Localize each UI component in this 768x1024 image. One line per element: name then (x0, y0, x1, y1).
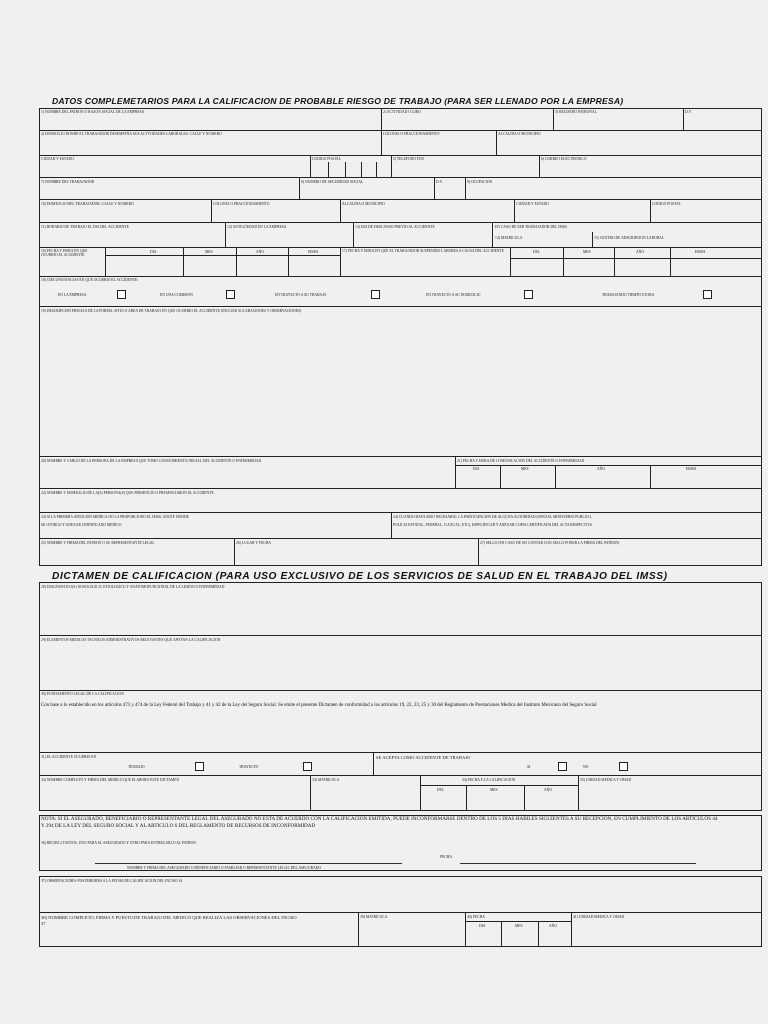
description-area[interactable] (40, 316, 761, 455)
field-label-medical-certificate: SE OTORGO Y ANEXAR CERTIFICADO MEDICO (41, 523, 122, 527)
field-label-doctor-matricula: 33) MATRICULA (312, 778, 340, 782)
field-label-observer-matricula: 39) MATRICULA (360, 915, 388, 919)
col-year-2: AÑO (636, 250, 644, 254)
field-label-nss: 8) NUMERO DE SEGURIDAD SOCIAL (301, 180, 364, 184)
section-heading-company: DATOS COMPLEMETARIOS PARA LA CALIFICACION DE PROBABLE RIESGO DE TRABAJO (PARA SER LLENADO POR LA EMPRESA) (52, 96, 624, 106)
col-month-4: MES (490, 788, 498, 792)
col-day: DIA (150, 250, 157, 254)
col-day-5: DIA (479, 924, 486, 928)
checkbox-commute[interactable] (303, 762, 312, 771)
checkbox-yes[interactable] (558, 762, 567, 771)
field-label-employer-signature: 25) NOMBRE Y FIRMA DEL PATRON O SU REPRESENTANTE LEGAL (41, 541, 155, 545)
checkbox-route-to-work[interactable] (371, 290, 380, 299)
field-label-work-center: 15) CENTRO DE ADSCRIPCION LABORAL (594, 236, 665, 240)
field-label-dv: D.V. (685, 110, 692, 114)
field-label-seniority: 12) ANTIGÜEDAD EN LA EMPRESA (227, 225, 287, 229)
option-label-work: TRABAJO (128, 765, 145, 769)
field-label-observer-date: 40) FECHA (467, 915, 485, 919)
field-label-receipt-date: FECHA (440, 855, 453, 859)
imss-dictamen-section (39, 582, 762, 811)
field-label-medical-elements: 29) ELEMENTOS MEDICOS TECNICOS ADMINISTRATIVOS RELEVANTES QUE APOYAN LA CALIFICACION (41, 638, 221, 642)
col-hour: HORA (308, 250, 319, 254)
field-label-work-address: 4) DOMICILIO DONDE EL TRABAJADOR DESEMPEÑA SUS ACTIVIDADES LABORALES: CALLE Y NUMERO (41, 132, 222, 136)
field-label-diagnosis: 28) DIAGNOSTICO(S) NOSOLOGICO, ETIOLOGICO Y ANATOMOFUNCIONAL DE LA LESION O ENFERMEDAD (41, 585, 225, 589)
field-label-worker-postal: CODIGO POSTAL (652, 202, 681, 206)
col-year-3: AÑO (597, 467, 605, 471)
field-label-observer-ref: 37 (41, 921, 46, 926)
checkbox-no[interactable] (619, 762, 628, 771)
field-label-imss-worker: EN CASO DE SER TRABAJADOR DEL IMSS (495, 225, 567, 229)
col-month: MES (205, 250, 213, 254)
checkbox-overtime[interactable] (703, 290, 712, 299)
circumstance-label-commission: EN UNA COMISION (160, 293, 193, 297)
field-label-worker-colonia: COLONIA O FRACCIONAMIENTO (213, 202, 270, 206)
col-hour-3: HORA (686, 467, 697, 471)
col-day-2: DIA (533, 250, 540, 254)
field-label-first-attention: 23) SI LA PRIMERA ATENCION MEDICA NO LA PROPORCIONO EL IMSS, ANOTE DONDE (41, 515, 189, 519)
field-label-received-copies: 36) RECIBI 2 TANTOS, UNO PARA EL ASEGURADO Y OTRO PARA ENTREGARLO AL PATRON (41, 841, 196, 845)
legal-basis-text: Con base a lo establecido en los artículos 473 y 474 de la Ley Federal del Trabajo y 41 y 42 de la Ley del Seguro Social. Se emite el presente Dictamen de conformidad a los artículos 19, 22, 23, 25 y 30 del Reglamento de Prestaciones Medica del Instituto Mexicano del Seguro Social (41, 703, 597, 708)
field-label-colonia: COLONIA O FRACCIONAMIENTO (383, 132, 440, 136)
field-label-city-state: CIUDAD Y ESTADO (41, 157, 74, 161)
checkbox-route-to-home[interactable] (524, 290, 533, 299)
checkbox-work[interactable] (195, 762, 204, 771)
field-label-doctor-name: 32) NOMBRE COMPLETO Y FIRMA DEL MEDICO QUE ELABORO ESTE DICTAMEN (41, 778, 180, 782)
col-day-4: DIA (437, 788, 444, 792)
field-label-stamp: 27) SELLO (EN CASO DE NO CONTAR CON SELLO PONER LA FIRMA DEL PATRON) (480, 541, 620, 545)
appeal-note: NOTA: SI EL ASEGURADO, BENEFICIARIO O REPRESENTANTE LEGAL DEL ASEGURADO NO ESTA DE ACUERDO CON LA CALIFICACION EMITIDA, PUEDE INCONFORMARSE DENTRO DE LOS 5 DIAS HABILES SIGUIENTES A SU RECEPCION, EN CUMPLIMIENTO DE LOS ARTICULOS 44 Y 294 DE LA LEY DEL SEGURO SOCIAL Y AL ARTICULO 6 DEL REGLAMENTO DE RECURSOS DE INCONFORMIDAD (41, 816, 718, 829)
field-label-insured-signature: NOMBRE Y FIRMA DEL ASEGURADO O BENEFICIARIO O FAMILIAR O REPRESENTANTE LEGAL DEL ASEGURADO (127, 866, 322, 870)
field-label-accident-datetime: 16) FECHA Y HORA EN QUE OCURRIO EL ACCIDENTE (41, 249, 88, 257)
circumstance-label-overtime: TRABAJANDO TIEMPO EXTRA (602, 293, 655, 297)
field-label-place-date: 26) LUGAR Y FECHA (236, 541, 271, 545)
field-label-suspension-datetime: 17) FECHA Y HORA EN QUE EL TRABAJADOR SUSPENDIO LABORES A CAUSA DEL ACCIDENTE (342, 249, 504, 253)
checkbox-commission[interactable] (226, 290, 235, 299)
section-heading-imss: DICTAMEN DE CALIFICACION (PARA USO EXCLUSIVO DE LOS SERVICIOS DE SALUD EN EL TRABAJO DEL IMSS) (52, 571, 668, 582)
field-label-occurred-in: 31) EL ACCIDENTE OCURRIO EN (41, 755, 97, 759)
field-label-worker-address: 10) DOMICILIO DEL TRABAJADOR: CALLE Y NUMERO (41, 202, 134, 206)
option-label-yes: SI (527, 765, 531, 769)
field-label-employer-registry: 3) REGISTRO PATRONAL (555, 110, 597, 114)
col-year: AÑO (256, 250, 264, 254)
field-label-authority: 24) CUANDO HAYA SIDO NECESARIO, LA PARTICIPACION DE ALGUNA AUTORIDAD (OFICIAL MINISTERIO PUBLICO, (393, 515, 592, 519)
field-label-witnesses: 22) NOMBRE Y DOMICILIO DE LA(S) PERSONA(S) QUE PRESENCIO O PRESENCIARON EL ACCIDENTE (41, 491, 214, 495)
field-label-accepted: SE ACEPTA COMO ACCIDENTE DE TRABAJO (376, 755, 471, 760)
field-label-qualification-date: 34) FECHA E LA CALIFICACION (462, 778, 516, 782)
circumstance-label-company: EN LA EMPRESA (58, 293, 87, 297)
signature-line-insured[interactable] (95, 863, 402, 864)
field-label-work-schedule: 11) HORARIO DE TRABAJO EL DIA DEL ACCIDENTE (41, 225, 129, 229)
option-label-commute: TRAYECTO (239, 765, 259, 769)
field-label-postal-code: CODIGO POSTAL (312, 157, 341, 161)
field-label-observations: 37) OBSERVACIONES POSTERIORES A LA FECHA DE CALIFICACION DEL INCISO 34 (41, 879, 183, 883)
field-label-dv-worker: D.V. (436, 180, 443, 184)
field-label-email: 6) CORREO ELECTRONICO (541, 157, 587, 161)
field-label-activity: 2) ACTIVIDAD O GIRO (383, 110, 421, 114)
col-year-5: AÑO (549, 924, 557, 928)
col-month-3: MES (521, 467, 529, 471)
field-label-worker-name: 7) NOMBRE DEL TRABAJADOR (41, 180, 94, 184)
checkbox-in-company[interactable] (117, 290, 126, 299)
option-label-no: NO (583, 765, 589, 769)
field-label-matricula: 14) MATRICULA (495, 236, 523, 240)
field-label-communication-datetime: 21) FECHA Y HORA DE COMUNICACION DEL ACCIDENTE O ENFERMEDAD (457, 459, 585, 463)
col-month-5: MES (515, 924, 523, 928)
field-label-worker-municipio: ALCALDIA O MUNICIPIO (342, 202, 385, 206)
field-label-informed-person: 20) NOMBRE Y CARGO DE LA PERSONA DE LA EMPRESA QUE TOMO CONOCIMIENTO INICIAL DEL ACCIDENTE O ENFERMEDAD (41, 459, 262, 463)
field-label-rest-day: 13) DIA DE DESCANSO PREVIO AL ACCIDENTE (355, 225, 435, 229)
col-day-3: DIA (473, 467, 480, 471)
field-label-description: 19) DESCRIPCION PRECISA DE LA FORMA, SITIO O AREA DE TRABAJO EN QUE OCURRIO EL ACCIDENTE (INCLUIR ACLARACIONES Y OBSERVACIONES) (41, 309, 302, 313)
field-label-medical-unit: 35) UNIDAD MEDICA Y OMAD (580, 778, 632, 782)
col-hour-2: HORA (695, 250, 706, 254)
circumstance-label-to-home: EN TRAYECTO A SU DOMICILIO (426, 293, 481, 297)
field-label-authority-detail: POLICIA ESTATAL, FEDERAL, O AXCAL, ETC), ESPECIFICAR Y ANEXAR COPIA CERTIFICADA DEL ACTA RESPECTIVA (393, 523, 593, 527)
field-label-legal-basis: 30) FUNDAMENTO LEGAL DE LA CALIFICACION (41, 692, 124, 696)
field-label-circumstances: 18) CIRCUNSTANCIAS EN QUE OCURRIO EL ACCIDENTE: (41, 278, 139, 282)
field-label-observer-doctor: 38) NOMBRE COMPLETO, FIRMA Y PUESTO DE TRABAJO DEL MEDICO QUE REALIZA LAS OBSERVACIONES DEL INCISO (41, 915, 297, 920)
date-line-receipt[interactable] (460, 863, 696, 864)
field-label-observer-unit: 41) UNIDAD MEDICA Y OMAD (573, 915, 625, 919)
col-month-2: MES (583, 250, 591, 254)
field-label-worker-city: CIUDAD Y ESTADO (516, 202, 549, 206)
field-label-phone: 5) TELEFONO FIJO (393, 157, 425, 161)
field-label-occupation: 9) OCUPACION (467, 180, 493, 184)
field-label-employer-name: 1) NOMBRE DEL PATRON O RAZON SOCIAL DE LA EMPRESA (41, 110, 145, 114)
field-label-municipio: ALCALDIA O MUNICIPIO (498, 132, 541, 136)
circumstance-label-to-work: EN TRAYECTO A SU TRABAJO (275, 293, 327, 297)
col-year-4: AÑO (544, 788, 552, 792)
